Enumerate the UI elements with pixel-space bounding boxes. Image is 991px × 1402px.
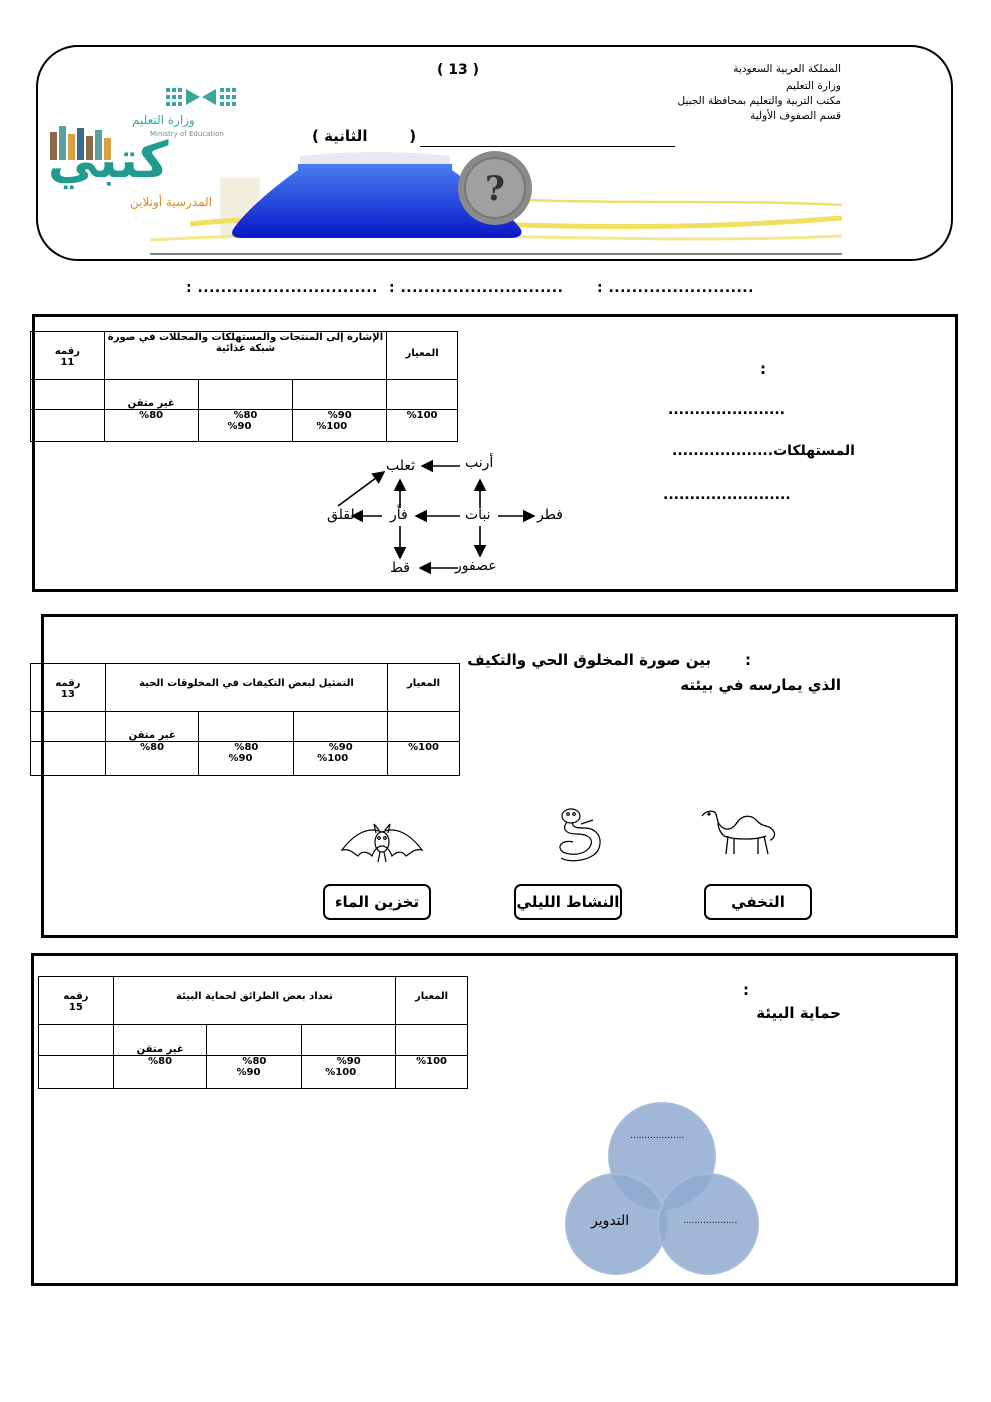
- rubric-90-a: %90: [328, 742, 353, 753]
- question-1-colon: :: [760, 360, 766, 378]
- rubric-below-80: %80: [139, 410, 164, 421]
- rubric-criterion-text: الإشارة إلى المنتجات والمستهلكات والمحللات في صورة شبكة غذائية: [107, 332, 384, 354]
- rubric-90-a: %90: [336, 1056, 361, 1067]
- student-class-field[interactable]: : ............................: [389, 280, 564, 296]
- ministry-logo-en: Ministry of Education: [150, 130, 224, 138]
- rubric-80-a: %80: [242, 1056, 267, 1067]
- rubric-number: 11: [60, 357, 75, 368]
- food-web-fox: ثعلب: [386, 458, 416, 474]
- bat-icon: [340, 820, 424, 866]
- header-banner-graphic: [150, 150, 842, 256]
- rubric-90-a: %90: [327, 410, 352, 421]
- food-web-sparrow: عصفور: [455, 558, 497, 574]
- food-web-plant: نبات: [465, 507, 491, 523]
- rubric-80-b: %90: [236, 1067, 261, 1078]
- consumers-line[interactable]: [672, 443, 855, 459]
- food-web-arrows: [320, 452, 570, 582]
- rubric-full: %100: [416, 1056, 447, 1067]
- camel-icon: [700, 806, 780, 856]
- rubric-number-label: رقمه: [63, 991, 89, 1002]
- rubric-table-2: [30, 663, 460, 776]
- rubric-80-a: %80: [234, 742, 259, 753]
- question-2-line1: بين صورة المخلوق الحي والتكيف: [467, 651, 711, 669]
- rubric-criterion-text: تعداد بعض الطرائق لحماية البيئة: [176, 991, 333, 1002]
- rubric-number: 15: [68, 1002, 83, 1013]
- question-3-colon: :: [743, 981, 749, 999]
- food-web-fungus: فطر: [537, 507, 563, 523]
- kutubi-subtitle: المدرسية أونلاين: [130, 195, 213, 209]
- title-underline: [420, 146, 675, 147]
- kutubi-logo: كتبي: [48, 131, 169, 189]
- food-web-cat: قط: [390, 560, 410, 576]
- rubric-number-label: رقمه: [55, 678, 81, 689]
- rubric-criterion-label: المعيار: [406, 678, 441, 689]
- consumers-dots: ...................: [672, 443, 774, 459]
- ministry-logo-text: وزارة التعليم: [132, 113, 195, 127]
- rubric-80-b: %90: [227, 421, 252, 432]
- question-3-text: حماية البيئة: [756, 1004, 841, 1022]
- question-2-colon: :: [745, 651, 751, 669]
- food-web-mouse: فأر: [390, 507, 408, 523]
- answer-line-1[interactable]: ......................: [668, 402, 786, 418]
- rubric-table-1: [30, 331, 458, 442]
- venn-diagram: [564, 1092, 760, 1276]
- rubric-not-mastered: غير متقن: [128, 730, 176, 741]
- venn-top-answer[interactable]: ...................: [630, 1131, 685, 1141]
- rubric-full: %100: [408, 742, 439, 753]
- rubric-criterion-label: المعيار: [414, 991, 449, 1002]
- rubric-not-mastered: غير متقن: [136, 1044, 184, 1055]
- answer-line-3[interactable]: ........................: [663, 487, 791, 503]
- student-number-field[interactable]: : ...............................: [186, 280, 378, 296]
- page-number: ( 13 ): [437, 62, 480, 78]
- svg-text:?: ?: [485, 169, 505, 209]
- rubric-80-b: %90: [228, 753, 253, 764]
- rubric-table-3: [38, 976, 468, 1089]
- ministry-logo-icon: [164, 85, 242, 109]
- rubric-number-label: رقمه: [54, 346, 80, 357]
- food-web-rabbit: أرنب: [465, 455, 494, 471]
- question-2-line2: الذي يمارسه في بيئته: [680, 676, 841, 694]
- header-kingdom: المملكة العربية السعودية: [733, 63, 841, 75]
- rubric-below-80: %80: [140, 742, 165, 753]
- rubric-below-80: %80: [148, 1056, 173, 1067]
- student-name-field[interactable]: : .........................: [597, 280, 754, 296]
- consumers-label: المستهلكات: [773, 443, 855, 459]
- rubric-full: %100: [406, 410, 438, 421]
- venn-right-answer[interactable]: ...................: [683, 1216, 738, 1226]
- option-hiding-button[interactable]: التخفي: [704, 884, 812, 920]
- option-water-storage-button[interactable]: تخزين الماء: [323, 884, 431, 920]
- header-ministry: وزارة التعليم: [786, 80, 841, 92]
- snake-icon: [553, 804, 607, 866]
- rubric-80-a: %80: [233, 410, 258, 421]
- header-department: قسم الصفوف الأولية: [750, 110, 841, 122]
- rubric-number: 13: [60, 689, 75, 700]
- rubric-90-b: %100: [317, 753, 349, 764]
- option-night-activity-button[interactable]: النشاط الليلي: [514, 884, 622, 920]
- rubric-90-b: %100: [325, 1067, 357, 1078]
- food-web-owl: لقلق: [327, 507, 355, 523]
- worksheet-title: ( الثانية ): [312, 127, 417, 145]
- venn-left-answer: التدوير: [591, 1213, 630, 1229]
- rubric-90-b: %100: [316, 421, 348, 432]
- rubric-not-mastered: غير متقن: [127, 398, 175, 409]
- header-office: مكتب التربية والتعليم بمحافظة الجبيل: [677, 95, 841, 107]
- rubric-criterion-label: المعيار: [405, 348, 439, 359]
- rubric-criterion-text: التمثيل لبعض التكيفات في المخلوقات الحية: [139, 678, 354, 689]
